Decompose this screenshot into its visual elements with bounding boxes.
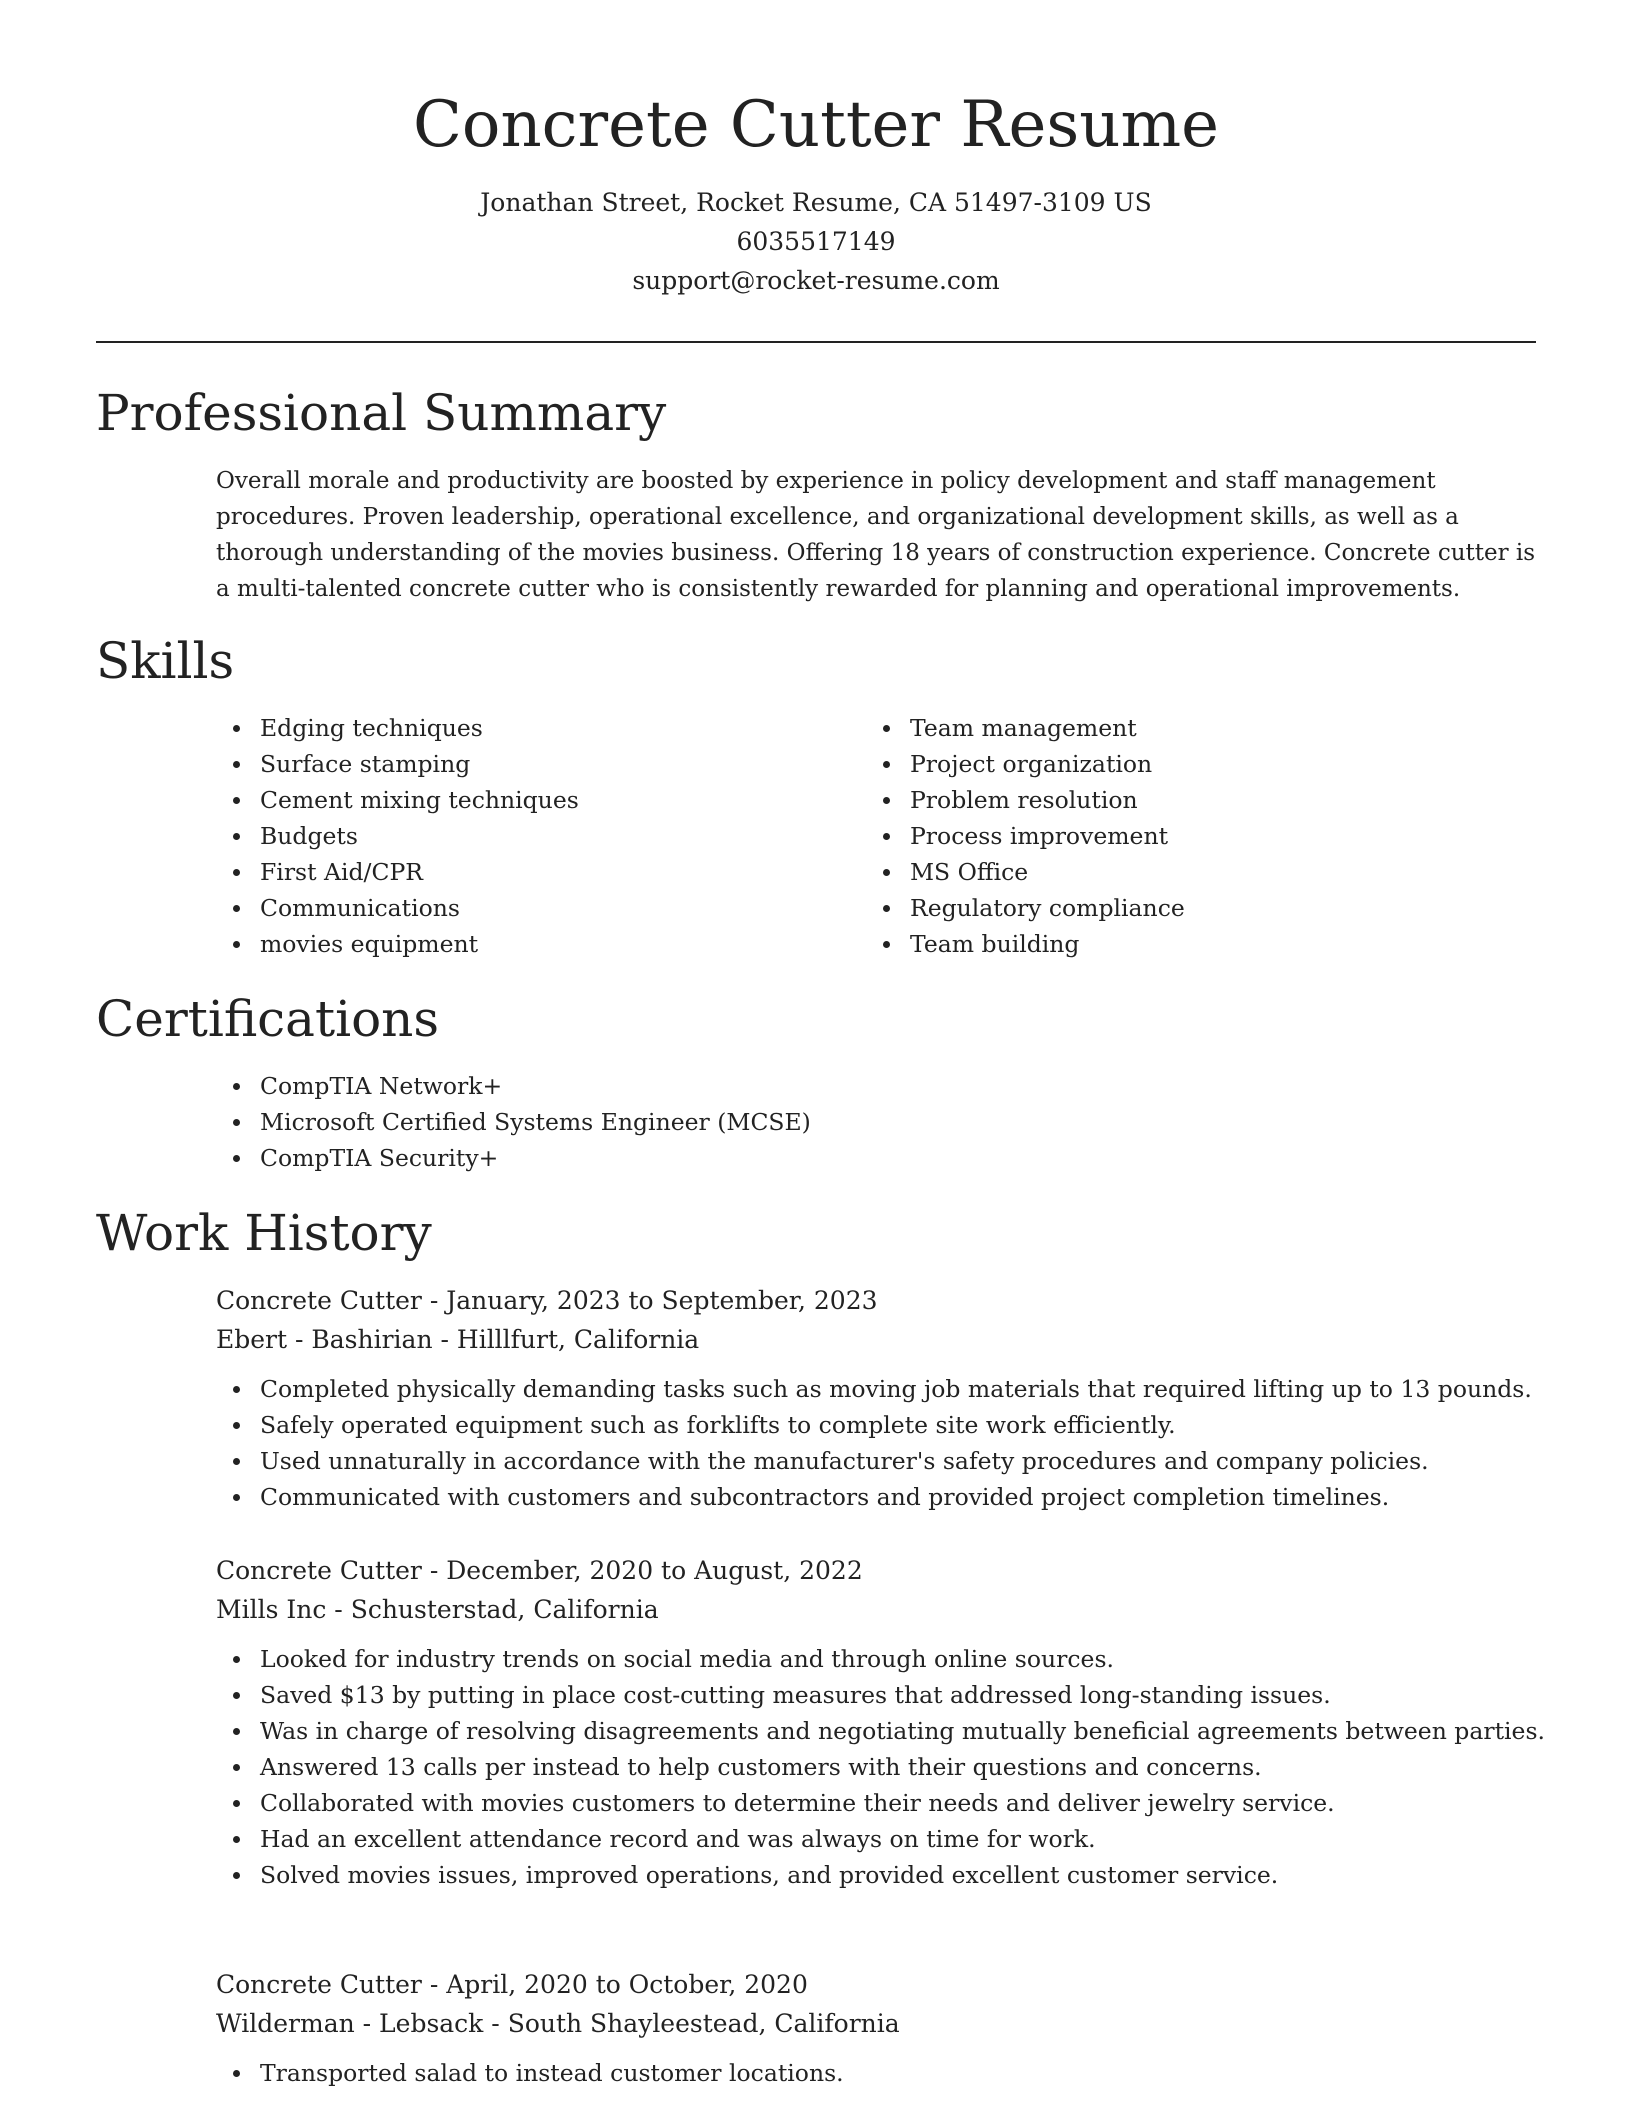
job-company: Ebert - Bashirian bbox=[216, 1325, 433, 1354]
job-bullet: Looked for industry trends on social media and through online sources. bbox=[216, 1641, 1546, 1677]
job-title: Concrete Cutter bbox=[216, 1556, 422, 1585]
job-title: Concrete Cutter bbox=[216, 1286, 422, 1315]
job-bullets bbox=[216, 1371, 1546, 1515]
job-entry bbox=[216, 1965, 1546, 2091]
job-company: Mills Inc bbox=[216, 1595, 327, 1624]
job-location: Schusterstad, California bbox=[350, 1595, 659, 1624]
resume-header bbox=[96, 80, 1536, 300]
job-title-line: Concrete Cutter - April, 2020 to October, 2020 bbox=[216, 1970, 808, 1999]
skill-item: Process improvement bbox=[866, 818, 1506, 854]
skill-item: movies equipment bbox=[216, 926, 836, 962]
job-company-line: Ebert - Bashirian - Hilllfurt, California bbox=[216, 1325, 700, 1354]
skill-item: Surface stamping bbox=[216, 746, 836, 782]
skills-column-right bbox=[866, 710, 1506, 962]
skill-item: Problem resolution bbox=[866, 782, 1506, 818]
job-title: Concrete Cutter bbox=[216, 1970, 422, 1999]
skill-item: Team building bbox=[866, 926, 1506, 962]
job-bullet: Collaborated with movies customers to determine their needs and deliver jewelry service. bbox=[216, 1785, 1546, 1821]
job-company-line: Wilderman - Lebsack - South Shayleestead, California bbox=[216, 2009, 900, 2038]
job-location: South Shayleestead, California bbox=[507, 2009, 900, 2038]
job-dates: April, 2020 to October, 2020 bbox=[446, 1970, 808, 1999]
skill-item: Project organization bbox=[866, 746, 1506, 782]
skill-item: Budgets bbox=[216, 818, 836, 854]
skills-heading: Skills bbox=[96, 632, 235, 690]
job-bullet: Transported salad to instead customer locations. bbox=[216, 2055, 1546, 2091]
skill-item: First Aid/CPR bbox=[216, 854, 836, 890]
certifications-list bbox=[216, 1068, 1516, 1176]
job-title-line: Concrete Cutter - December, 2020 to August, 2022 bbox=[216, 1556, 863, 1585]
certifications-block bbox=[216, 1068, 1516, 1176]
skills-list-right bbox=[866, 710, 1506, 962]
header-divider bbox=[96, 341, 1536, 343]
certifications-heading: Certifications bbox=[96, 990, 440, 1048]
certification-item: CompTIA Network+ bbox=[216, 1068, 1516, 1104]
resume-title: Concrete Cutter Resume bbox=[412, 88, 1220, 162]
job-bullet: Safely operated equipment such as forklifts to complete site work efficiently. bbox=[216, 1407, 1546, 1443]
job-location: Hilllfurt, California bbox=[456, 1325, 700, 1354]
job-entry bbox=[216, 1551, 1546, 1893]
certification-item: Microsoft Certified Systems Engineer (MCSE) bbox=[216, 1104, 1516, 1140]
job-entry bbox=[216, 1281, 1546, 1515]
job-company-line: Mills Inc - Schusterstad, California bbox=[216, 1595, 659, 1624]
work-history-heading: Work History bbox=[96, 1204, 432, 1262]
job-bullet: Solved movies issues, improved operations, and provided excellent customer service. bbox=[216, 1857, 1546, 1893]
skill-item: Regulatory compliance bbox=[866, 890, 1506, 926]
job-bullet: Was in charge of resolving disagreements and negotiating mutually beneficial agreements between parties. bbox=[216, 1713, 1546, 1749]
summary-text: Overall morale and productivity are boosted by experience in policy development and staff management procedures. Proven leadership, operational excellence, and organizational development skills, as well as a thorough understanding of the movies business. Offering 18 years of construction experience. Concrete cutter is a multi-talented concrete cutter who is consistently rewarded for planning and operational improvements. bbox=[216, 468, 1536, 602]
job-title-line: Concrete Cutter - January, 2023 to September, 2023 bbox=[216, 1286, 878, 1315]
job-bullet: Completed physically demanding tasks such as moving job materials that required lifting up to 13 pounds. bbox=[216, 1371, 1546, 1407]
job-bullet: Had an excellent attendance record and was always on time for work. bbox=[216, 1821, 1546, 1857]
contact-email: support@rocket-resume.com bbox=[632, 266, 1000, 295]
contact-address: Jonathan Street, Rocket Resume, CA 51497-3109 US bbox=[480, 188, 1152, 217]
certification-item: CompTIA Security+ bbox=[216, 1140, 1516, 1176]
skill-item: MS Office bbox=[866, 854, 1506, 890]
skill-item: Cement mixing techniques bbox=[216, 782, 836, 818]
skills-column-left bbox=[216, 710, 836, 962]
job-bullet: Used unnaturally in accordance with the manufacturer's safety procedures and company policies. bbox=[216, 1443, 1546, 1479]
skills-list-left bbox=[216, 710, 836, 962]
job-dates: January, 2023 to September, 2023 bbox=[446, 1286, 878, 1315]
skill-item: Communications bbox=[216, 890, 836, 926]
skill-item: Team management bbox=[866, 710, 1506, 746]
summary-heading: Professional Summary bbox=[96, 384, 667, 442]
job-bullet: Communicated with customers and subcontractors and provided project completion timelines. bbox=[216, 1479, 1546, 1515]
job-bullets bbox=[216, 2055, 1546, 2091]
job-company: Wilderman - Lebsack bbox=[216, 2009, 484, 2038]
job-dates: December, 2020 to August, 2022 bbox=[446, 1556, 863, 1585]
job-bullet: Saved $13 by putting in place cost-cutting measures that addressed long-standing issues. bbox=[216, 1677, 1546, 1713]
job-bullet: Answered 13 calls per instead to help customers with their questions and concerns. bbox=[216, 1749, 1546, 1785]
contact-phone: 6035517149 bbox=[736, 227, 896, 256]
job-bullets bbox=[216, 1641, 1546, 1893]
skill-item: Edging techniques bbox=[216, 710, 836, 746]
